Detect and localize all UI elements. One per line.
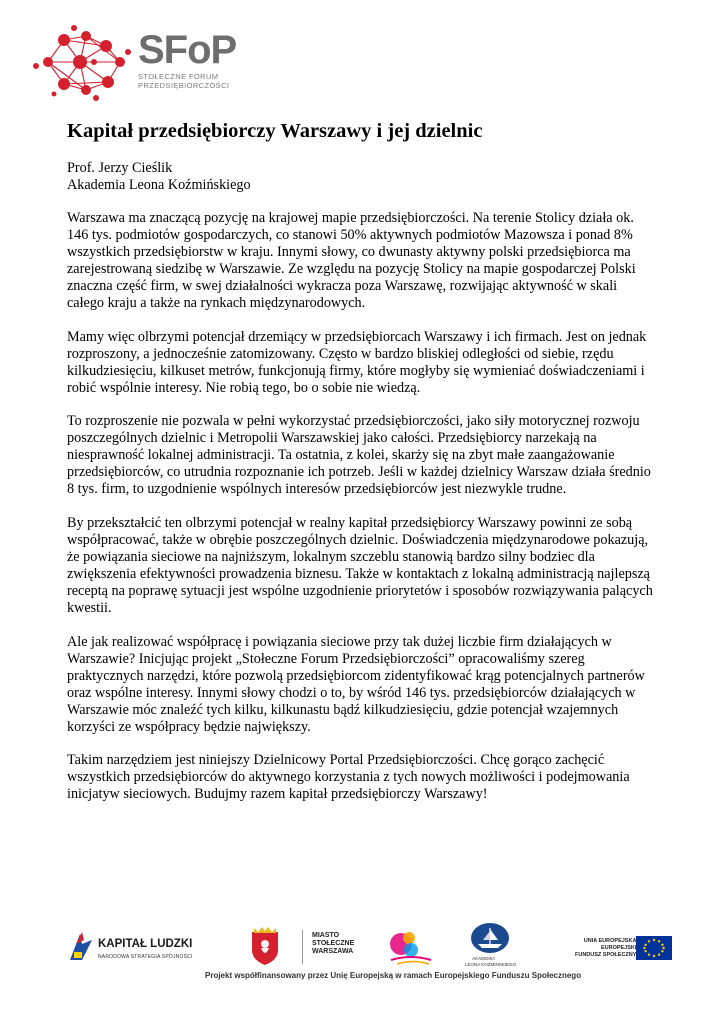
kozminski-line-1: AKADEMIA — [472, 956, 496, 961]
paragraph-line: Warszawie móc znaleźć tych kilku, kilkunastu bądź kilkudziesięciu, gdzie potencjał wzajemnych — [67, 702, 619, 719]
sfop-logo — [28, 22, 237, 102]
mw-line-1: MIASTO — [312, 932, 340, 939]
paragraph-line: wszystkich przedsiębiorstw w kraju. Innymi słowy, co dwunasty aktywny polski przedsiębiorca ma — [67, 244, 631, 261]
paragraph-line: zwiększenia efektywności prowadzenia biznesu. Także w kontaktach z lokalną administracją najlepszą — [67, 566, 650, 583]
unia-europejska-text — [575, 938, 636, 959]
paragraph-line: całego kraju a także na rynkach międzynarodowych. — [67, 295, 366, 312]
paragraph-line: kwestii. — [67, 600, 112, 617]
paragraph-4 — [67, 515, 673, 618]
mw-line-3: WARSZAWA — [312, 948, 354, 955]
logo-title: SFoP — [138, 28, 237, 72]
network-molecule-icon — [28, 22, 138, 102]
eu-flag-icon — [636, 936, 672, 960]
paragraph-1 — [67, 210, 673, 313]
paragraph-line: Ale jak realizować współpracę i powiązania sieciowe przy tak dużej liczbie firm działających w — [67, 634, 612, 650]
footer-divider — [302, 930, 303, 964]
warsaw-coat-of-arms-icon — [248, 926, 282, 966]
ue-line-1: UNIA EUROPEJSKA — [583, 938, 637, 944]
kapital-ludzki-emblem-icon — [68, 930, 94, 962]
cofinancing-note: Projekt współfinansowany przez Unię Europejską w ramach Europejskiego Funduszu Społecznego — [205, 971, 582, 980]
przedsiebiorczosc-badge-icon — [383, 924, 437, 968]
kapital-ludzki-logo — [68, 928, 198, 964]
miasto-warszawa-logo — [312, 932, 354, 956]
paragraph-line: To rozproszenie nie pozwala w pełni wykorzystać przedsiębiorczości, jako siły motorycznej rozwoju — [67, 413, 640, 429]
paragraph-2 — [67, 329, 673, 397]
paragraph-3 — [67, 413, 673, 498]
kapital-ludzki-subtitle: NARODOWA STRATEGIA SPÓJNOŚCI — [98, 954, 193, 960]
paragraph-line: Takim narzędziem jest niniejszy Dzielnicowy Portal Przedsiębiorczości. Chcę gorąco zachęcić — [67, 752, 605, 768]
paragraph-line: poszczególnych dzielnic i Metropolii Warszawskiej jako całości. Przedsiębiorcy narzekają na — [67, 430, 597, 447]
paragraph-line: kilkudziesięciu, kilkuset metrów, funkcjonują firmy, które mogłyby się wymieniać doświadczeniami i — [67, 363, 645, 380]
kapital-ludzki-title: KAPITAŁ LUDZKI — [98, 938, 193, 950]
paragraph-line: niesprawność lokalnej administracji. Ta ostatnia, z kolei, skarży się na zbyt małe zaangażowanie — [67, 447, 615, 464]
paragraph-line: receptą na poprawę sytuacji jest wspólne uzgodnienie priorytetów i sposobów rozwiązywania palących — [67, 583, 653, 600]
paragraph-line: współpracować, także w obrębie poszczególnych dzielnic. Doświadczenia międzynarodowe pokazują, — [67, 532, 649, 549]
paragraph-6 — [67, 752, 673, 803]
paragraph-line: korzyści ze współpracy będzie największy. — [67, 719, 311, 736]
logo-subtitle-1: STOŁECZNE FORUM — [138, 72, 219, 81]
paragraph-5 — [67, 634, 673, 737]
kozminski-line-2: LEONA KOŹMIŃSKIEGO — [465, 962, 517, 967]
paragraph-line: inicjatyw sieciowych. Budujmy razem kapitał przedsiębiorczy Warszawy! — [67, 786, 488, 803]
paragraph-line: oraz wspólne interesy. Innymi słowy chodzi o to, by wśród 146 tys. przedsiębiorców działających w — [67, 685, 636, 702]
paragraph-line: 146 tys. podmiotów gospodarczych, co stanowi 50% aktywnych podmiotów Mazowsza i ponad 8% — [67, 227, 633, 244]
paragraph-line: By przekształcić ten olbrzymi potencjał w realny kapitał przedsiębiorcy Warszawy powinni ze sobą — [67, 515, 633, 531]
paragraph-line: Warszawa ma znaczącą pozycję na krajowej mapie przedsiębiorczości. Na terenie Stolicy działa ok. — [67, 210, 634, 226]
ue-line-3: FUNDUSZ SPOŁECZNY — [575, 952, 637, 958]
paragraph-line: przedsiębiorców, co utrudnia rozpoznanie ich potrzeb. Jeśli w każdej dzielnicy Warszaw działa średnio — [67, 464, 651, 481]
paragraph-line: wszystkich przedsiębiorców do aktywnego korzystania z tych nowych możliwości i podejmowania — [67, 769, 630, 786]
paragraph-line: znaczna część firm, w swej działalności wykracza poza Warszawę, rozwijając aktywność w skali — [67, 278, 618, 295]
ship-emblem-icon — [470, 922, 510, 954]
akademia-kozminskiego-logo — [462, 922, 522, 972]
article-title: Kapitał przedsiębiorczy Warszawy i jej dzielnic — [67, 120, 483, 142]
paragraph-line: zarejestrowaną siedzibę w Warszawie. Ze względu na pozycję Stolicy na mapie gospodarczej Polski — [67, 261, 636, 278]
ue-line-2: EUROPEJSKI — [600, 945, 637, 951]
paragraph-line: robić wspólnie interesy. Nie robią tego, bo o sobie nie wiedzą. — [67, 380, 421, 397]
paragraph-line: rozproszony, a jednocześnie zatomizowany. Często w bardzo bliskiej odległości od siebie, rzędu — [67, 346, 614, 363]
paragraph-line: 8 tys. firm, to uzgodnienie wspólnych interesów przedsiębiorców jest niezwykle trudne. — [67, 481, 567, 498]
paragraph-line: że powiązania sieciowe na najniższym, lokalnym szczeblu stanowią bardzo silny bodziec dla — [67, 549, 595, 566]
author-name: Prof. Jerzy Cieślik — [67, 160, 173, 176]
author-block — [67, 160, 251, 193]
paragraph-line: Warszawie? Inicjując projekt „Stołeczne Forum Przedsiębiorczości” opracowaliśmy szereg — [67, 651, 585, 668]
author-affiliation: Akademia Leona Koźmińskiego — [67, 176, 251, 193]
logo-subtitle-2: PRZEDSIĘBIORCZOŚCI — [138, 81, 230, 90]
paragraph-line: praktycznych narzędzi, które pozwolą przedsiębiorcom zidentyfikować krąg potencjalnych partnerów — [67, 668, 645, 685]
paragraph-line: Mamy więc olbrzymi potencjał drzemiący w przedsiębiorcach Warszawy i ich firmach. Jest on jednak — [67, 329, 647, 345]
footer-logos — [0, 920, 725, 1020]
mw-line-2: STOŁECZNE — [312, 940, 355, 947]
